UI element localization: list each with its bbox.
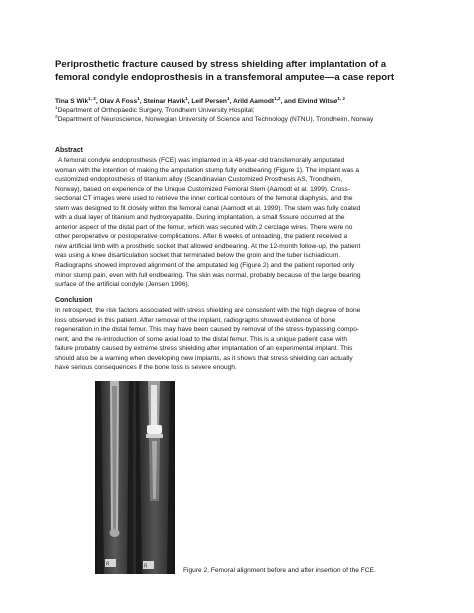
abstract-line: surface of the artificial condyle (Jensen 1996).: [55, 281, 190, 289]
conclusion-line: In retrospect, the risk factors associated with stress shielding are consistent with the high degree of bone: [55, 307, 361, 314]
abstract-line: A femoral condyle endoprosthesis (FCE) was implanted in a 48-year-old transfemorally amputated: [58, 157, 345, 164]
abstract-line: minor stump pain, even with full endbearing. The skin was normal, probably because of the large bearing: [55, 271, 361, 279]
svg-text:R: R: [144, 563, 148, 570]
conclusion-line: failure probably caused by extreme stress shielding after implantation of an experimental implant. This: [55, 345, 353, 353]
radiograph-after-image: [136, 381, 173, 574]
abstract-line: anterior aspect of the distal part of the femur, which was secured with 2 cerclage wires. There were no: [55, 223, 353, 231]
conclusion-body: [55, 306, 425, 373]
radiograph-figure: [95, 381, 175, 574]
author-1: Tina S Wik$^{1, 2}$,: [55, 96, 100, 106]
figure-caption: Figure 2. Femoral alignment before and after insertion of the FCE.: [183, 567, 376, 574]
conclusion-heading: Conclusion: [55, 297, 93, 304]
conclusion-line: loss observed in this patient. After removal of the implant, radiographs showed evidence of bone: [55, 316, 336, 324]
author-6: Eivind Witsø$^{1, 2}$: [297, 96, 345, 106]
affiliation-2: $^2$Department of Neuroscience, Norwegian University of Science and Technology (NTNU), Trondheim, Norway: [55, 114, 374, 124]
abstract-line: stem was designed to fit closely within the femoral canal (Aamodt et al. 1999). The stem was fully coated: [55, 204, 361, 212]
author-5: Arild Aamodt$^{1,2}$, and: [232, 96, 298, 106]
abstract-line: Radiographs showed improved alignment of the amputated leg (Figure 2) and the patient reported only: [55, 262, 355, 270]
abstract-line: Norway), based on experience of the Unique Customized Femoral Stem (Aamodt et al. 1999). Cross-: [55, 185, 351, 193]
paper-title: Periprosthetic fracture caused by stress shielding after implantation of a femoral condyle endoprosthesis in a transfemoral amputee—a case report: [55, 59, 395, 84]
conclusion-line: regeneration in the distal femur. This may have been caused by removal of the stress-bypassing compo-: [55, 326, 360, 334]
abstract-line: other peroperative or postoperative complications. After 6 weeks of unloading, the patient received a: [55, 233, 348, 241]
abstract-line: customized endoprosthesis of titanium alloy (Scandinavian Customized Prosthesis AS, Trondheim,: [55, 176, 343, 184]
abstract-heading: Abstract: [55, 147, 83, 154]
abstract-line: new artificial limb with a prosthetic socket that allowed endbearing. At the 12-month follow-up, the patient: [55, 242, 361, 250]
author-2: Olav A Foss$^1$,: [99, 96, 144, 106]
svg-text:R: R: [106, 561, 110, 568]
author-4: Leif Persen$^1$,: [191, 96, 233, 106]
conclusion-line: nent, and the re-introduction of some axial load to the distal femur. This is a unique patient case with: [55, 335, 348, 343]
radiograph-before-image: [97, 381, 133, 574]
abstract-line: sectional CT images were used to retrieve the inner cortical contours of the femoral diaphysis, and the: [55, 195, 353, 203]
author-3: Steinar Havik$^1$,: [143, 96, 192, 106]
abstract-body: [55, 156, 425, 290]
abstract-line: was using a knee disarticulation socket that terminated below the groin and the tuber ischiadicum.: [55, 252, 341, 260]
conclusion-line: should also be a warning when developing new implants, as it shows that stress shielding can actually: [55, 354, 353, 362]
abstract-line: with a dual layer of titanium and hydroxyapatite. During implantation, a small fissure occurred at the: [55, 214, 345, 222]
affiliation-1: $^1$Department of Orthopaedic Surgery, Trondheim University Hospital;: [55, 105, 255, 115]
conclusion-line: have serious consequences if the bone loss is severe enough.: [55, 364, 237, 372]
abstract-line: woman with the intention of making the amputation stump fully endbearing (Figure 1). The implant was a: [55, 166, 360, 174]
